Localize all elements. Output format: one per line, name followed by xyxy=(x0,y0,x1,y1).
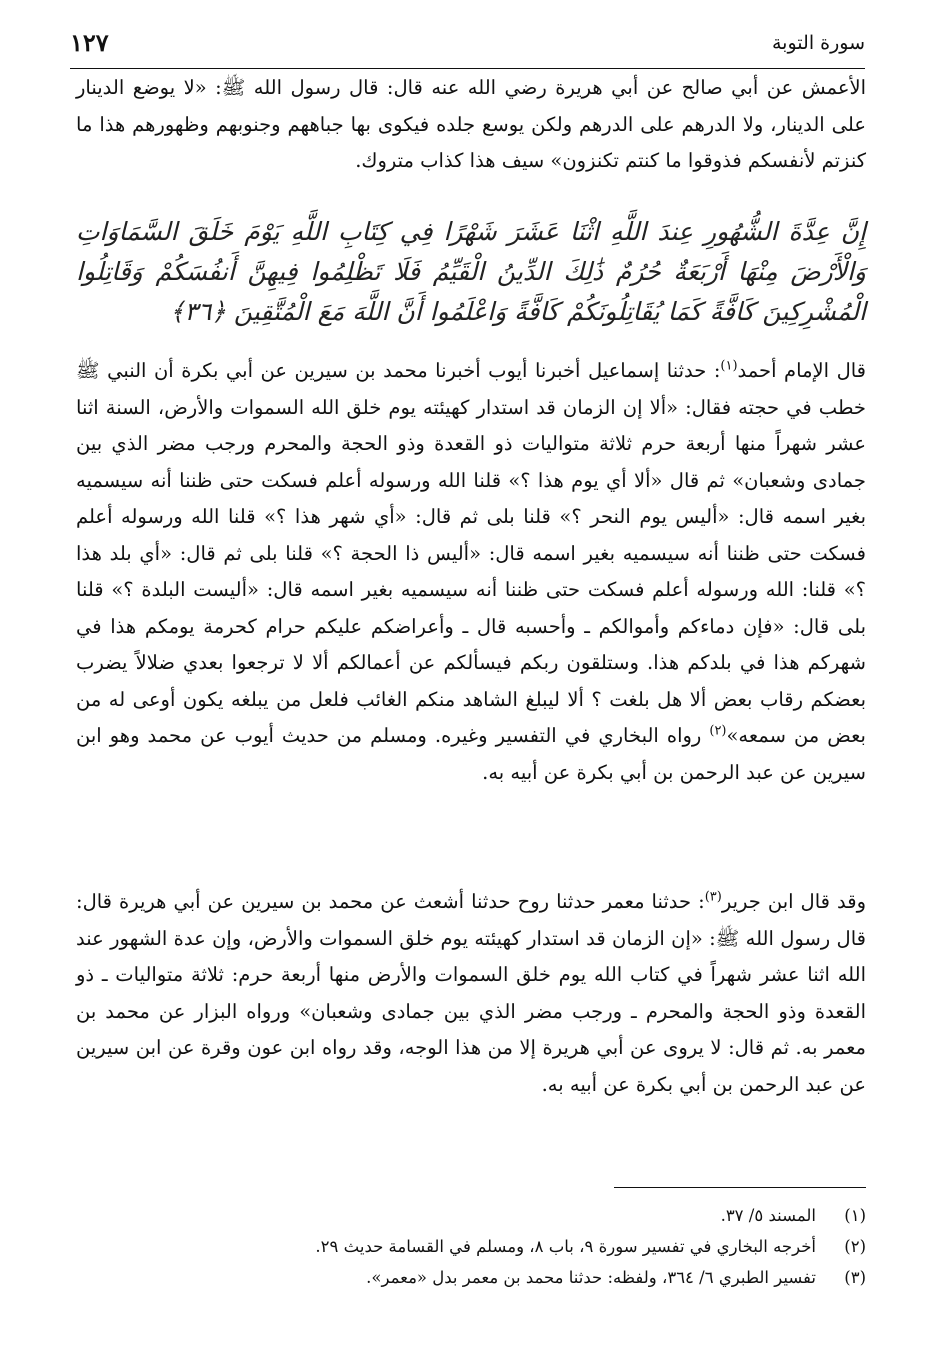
quran-verse: إِنَّ عِدَّةَ الشُّهُورِ عِندَ اللَّهِ اثْنَا عَشَرَ شَهْرًا فِي كِتَابِ اللَّهِ يَوْمَ خَلَقَ السَّمَاوَاتِ وَالْأَرْضَ مِنْهَا أَرْبَعَةٌ حُرُمٌ ذَٰلِكَ الدِّينُ الْقَيِّمُ فَلَا تَظْلِمُوا فِيهِنَّ أَنفُسَكُمْ وَقَاتِلُوا الْمُشْرِكِينَ كَافَّةً كَمَا يُقَاتِلُونَكُمْ كَافَّةً وَاعْلَمُوا أَنَّ اللَّهَ مَعَ الْمُتَّقِينَ ﴿٣٦﴾ xyxy=(76,217,866,326)
footnote-text: أخرجه البخاري في تفسير سورة ٩، باب ٨، ومسلم في القسامة حديث ٢٩. xyxy=(315,1237,816,1256)
footnote-number: (١) xyxy=(844,1206,866,1225)
footnote-2 xyxy=(76,1231,866,1262)
paragraph-text: وقد قال ابن جرير xyxy=(721,890,866,913)
paragraph-text: رواه البخاري في التفسير وغيره. ومسلم من حديث أيوب عن محمد وهو ابن سيرين عن عبد الرحمن بن أبي بكرة عن أبيه به. xyxy=(76,724,866,784)
footnote-text: تفسير الطبري ٦/ ٣٦٤، ولفظه: حدثنا محمد بن معمر بدل «معمر». xyxy=(366,1268,816,1287)
footnote-3 xyxy=(76,1262,866,1293)
paragraph-text: : حدثنا إسماعيل أخبرنا أيوب أخبرنا محمد بن سيرين عن أبي بكرة أن النبي ﷺ خطب في حجته فقال: «ألا إن الزمان قد استدار كهيئته يوم خلق الله السموات والأرض، السنة اثنا عشر شهراً منها أربعة حرم ثلاثة متواليات ذو القعدة وذو الحجة والمحرم ورجب مضر الذي بين جمادى وشعبان» ثم قال «ألا أي يوم هذا ؟» قلنا الله ورسوله أعلم فسكت حتى ظننا أنه سيسميه بغير اسمه قال: «أليس يوم النحر ؟» قلنا بلى ثم قال: «أي شهر هذا ؟» قلنا الله ورسوله أعلم فسكت حتى ظننا أنه سيسميه بغير اسمه قال: «أليس ذا الحجة ؟» قلنا بلى ثم قال: «أي بلد هذا ؟» قلنا: الله ورسوله أعلم فسكت حتى ظننا أنه سيسميه بغير اسمه قال: «أليست البلدة ؟» قلنا بلى قال: «فإن دماءكم وأموالكم ـ وأحسبه قال ـ وأعراضكم عليكم حرام كحرمة يومكم هذا في شهركم هذا في بلدكم هذا. وستلقون ربكم فيسألكم عن أعمالكم ألا لا ترجعوا بعدي ضلالاً يضرب بعضكم رقاب بعض ألا هل بلغت ؟ ألا ليبلغ الشاهد منكم الغائب فلعل من يبلغه يكون أوعى له من بعض من سمعه» xyxy=(76,359,866,747)
paragraph-text: : حدثنا معمر حدثنا روح حدثنا أشعث عن محمد بن سيرين عن أبي هريرة قال: قال رسول الله ﷺ: «إن الزمان قد استدار كهيئته يوم خلق السموات والأرض، وإن عدة الشهور عند الله اثنا عشر شهراً في كتاب الله يوم خلق السموات والأرض منها أربعة حرم: ثلاثة متواليات ـ ذو القعدة وذو الحجة والمحرم ـ ورجب مضر الذي بين جمادى وشعبان» ورواه البزار عن محمد بن معمر به. ثم قال: لا يروى عن أبي هريرة إلا من هذا الوجه، وقد رواه ابن عون وقرة عن ابن سيرين عن عبد الرحمن بن أبي بكرة عن أبيه به. xyxy=(76,890,866,1096)
paragraph-hadith-1: الأعمش عن أبي صالح عن أبي هريرة رضي الله عنه قال: قال رسول الله ﷺ: «لا يوضع الدينار على الدينار، ولا الدرهم على الدرهم ولكن يوسع جلده فيكوى بها جباههم وجنوبهم وظهورهم هذا ما كنزتم لأنفسكم فذوقوا ما كنتم تكنزون» سيف هذا كذاب متروك. xyxy=(76,76,866,172)
surah-title: سورة التوبة xyxy=(772,32,865,54)
paragraph-ibn-jarir xyxy=(76,884,866,1103)
footnote-1 xyxy=(76,1200,866,1231)
footnote-number: (٢) xyxy=(844,1237,866,1256)
paragraph-text: قال الإمام أحمد xyxy=(737,359,866,382)
footnotes xyxy=(76,1200,866,1293)
footnote-ref-3[interactable]: (٣) xyxy=(704,889,722,905)
footnote-divider xyxy=(614,1187,866,1188)
footnote-ref-2[interactable]: (٢) xyxy=(709,723,727,739)
paragraph-imam-ahmad xyxy=(76,353,866,791)
footnote-text: المسند ٥/ ٣٧. xyxy=(720,1206,816,1225)
page-header xyxy=(70,28,865,69)
footnote-number: (٣) xyxy=(844,1268,866,1287)
footnote-ref-1[interactable]: (١) xyxy=(720,358,738,374)
page-number: ١٢٧ xyxy=(70,28,109,57)
